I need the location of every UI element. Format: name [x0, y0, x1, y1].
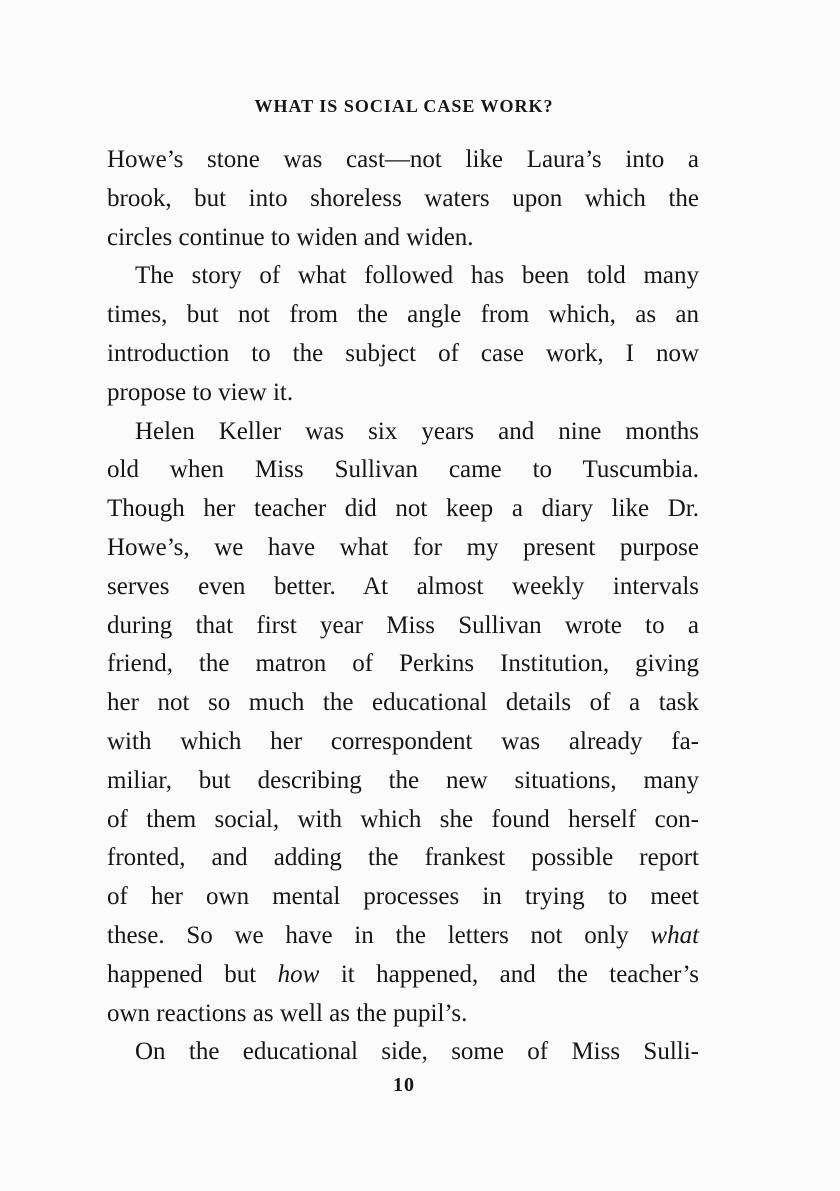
text-line: Howe’s, we have what for my present purpose [107, 533, 699, 561]
text-line: with which her correspondent was already fa- [107, 727, 699, 755]
text-line: Though her teacher did not keep a diary like Dr. [107, 495, 699, 523]
text-line: of them social, with which she found herself con- [107, 805, 699, 833]
emphasis-how: how [277, 960, 320, 988]
text-segment: these. So we have in the letters not only [107, 921, 629, 949]
text-line: propose to view it. [107, 378, 294, 406]
running-head: WHAT IS SOCIAL CASE WORK? [254, 96, 554, 116]
text-line-with-emphasis [107, 917, 699, 956]
text-line: friend, the matron of Perkins Institution, giving [107, 650, 699, 678]
text-line: fronted, and adding the frankest possible report [107, 844, 699, 872]
text-line: circles continue to widen and widen. [107, 223, 474, 251]
text-line-with-emphasis [107, 956, 699, 995]
text-line: old when Miss Sullivan came to Tuscumbia. [107, 456, 699, 484]
text-line: On the educational side, some of Miss Sulli- [135, 1038, 699, 1066]
text-line: miliar, but describing the new situations, many [107, 766, 699, 794]
text-line: own reactions as well as the pupil’s. [107, 999, 468, 1027]
text-line: introduction to the subject of case work, I now [107, 339, 699, 367]
text-segment: happened but [107, 960, 257, 988]
page-number: 10 [393, 1074, 415, 1096]
text-line: her not so much the educational details of a task [107, 689, 699, 717]
emphasis-what: what [650, 921, 700, 949]
text-segment: it happened, and the teacher’s [340, 960, 700, 988]
text-line: Howe’s stone was cast—not like Laura’s into a [107, 146, 699, 173]
text-line: times, but not from the angle from which, as an [107, 301, 699, 329]
body-text [107, 141, 699, 1072]
text-line: of her own mental processes in trying to meet [107, 883, 699, 911]
text-line: serves even better. At almost weekly intervals [107, 572, 699, 600]
text-line: brook, but into shoreless waters upon which the [107, 184, 699, 212]
text-line: Helen Keller was six years and nine months [135, 417, 699, 445]
text-line: The story of what followed has been told many [135, 262, 699, 290]
text-line: during that first year Miss Sullivan wrote to a [107, 611, 699, 639]
